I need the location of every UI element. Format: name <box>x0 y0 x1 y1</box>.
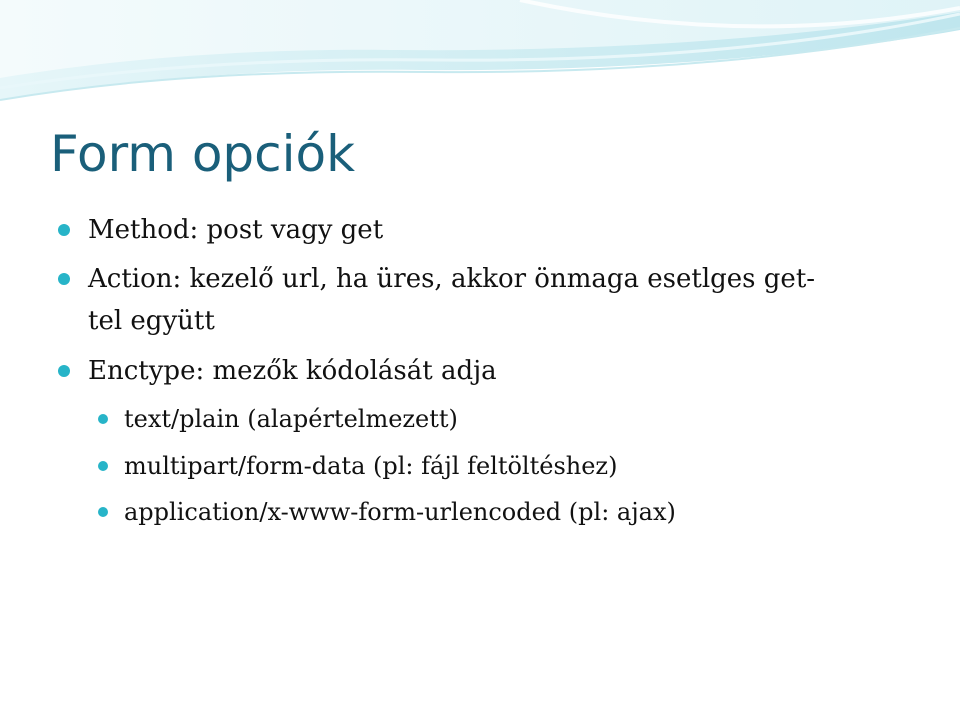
bullet-text: Action: kezelő url, ha üres, akkor önmaga esetlges get- <box>88 264 816 294</box>
subbullet-dot-icon <box>98 507 108 517</box>
subbullet-text-plain <box>124 404 458 434</box>
slide-title: Form opciók <box>50 125 356 183</box>
subbullet-dot-icon <box>98 414 108 424</box>
subbullet-text: text/plain (alapértelmezett) <box>124 405 458 433</box>
bullet-method <box>88 214 383 246</box>
bullet-text: Enctype: mezők kódolását adja <box>88 356 497 386</box>
bullet-dot-icon <box>58 365 70 377</box>
bullet-action-continuation: tel együtt <box>88 306 215 336</box>
subbullet-multipart <box>124 451 617 481</box>
subbullet-urlencoded <box>124 497 676 527</box>
subbullet-dot-icon <box>98 461 108 471</box>
bullet-enctype <box>88 355 497 387</box>
subbullet-text: application/x-www-form-urlencoded (pl: ajax) <box>124 498 676 526</box>
bullet-text: Method: post vagy get <box>88 215 384 245</box>
bullet-dot-icon <box>58 224 70 236</box>
subbullet-text: multipart/form-data (pl: fájl feltöltéshez) <box>124 452 618 480</box>
bullet-action <box>88 263 815 295</box>
bullet-dot-icon <box>58 273 70 285</box>
